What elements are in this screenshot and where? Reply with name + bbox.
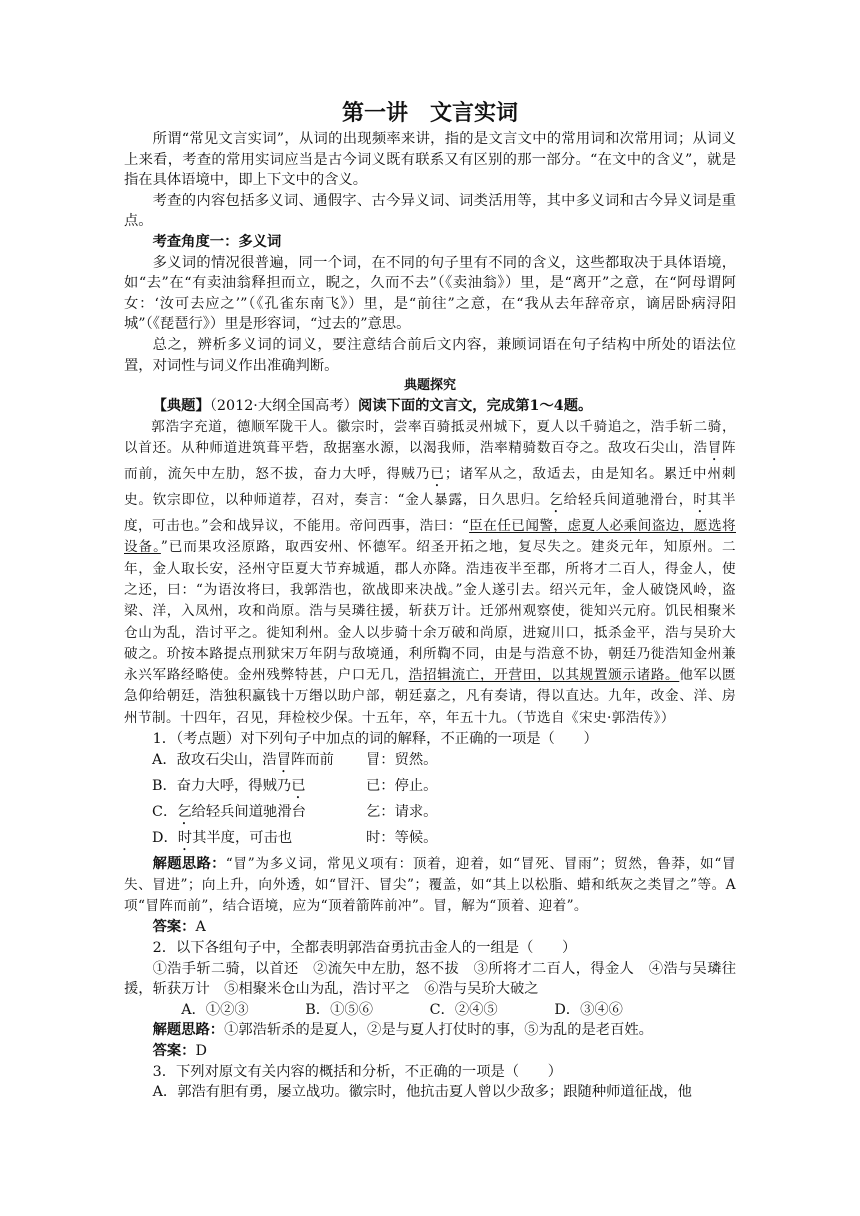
question-1-answer xyxy=(124,917,736,938)
question-2-items: ①浩手斩二骑，以首还 ②流矢中左肋，怒不拔 ③所将才二百人，得金人 ④浩与吴璘往援，斩获万计 ⑤相聚米仓山为乱，浩讨平之 ⑥浩与吴玠大破之 xyxy=(124,960,736,998)
answer-label: 答案： xyxy=(152,1043,196,1060)
question-1-analysis xyxy=(124,854,736,918)
option-gloss: 乞：请求。 xyxy=(366,803,438,820)
question-3-option-a: A．郭浩有胆有勇，屡立战功。徽宗时，他抗击夏人曾以少敌多；跟随种师道征战，他 xyxy=(152,1084,692,1101)
option-text: 其半度，可击也 xyxy=(192,829,293,846)
example-label: 【典题】 xyxy=(152,398,210,415)
choice-a: A．①②③ xyxy=(181,1001,249,1018)
passage-text: ；诸军从之，敌适去，由是知名。累迁中州刺史。钦宗即位，以种师道荐，召对，奏言：“金人暴露，日久思归。 xyxy=(124,466,737,509)
option-gloss: 已：停止。 xyxy=(366,777,438,794)
passage-text: 给轻兵间道驰滑台， xyxy=(563,492,694,509)
dotted-word: 冒 xyxy=(276,751,291,768)
option-text: C． xyxy=(152,803,178,820)
page-title: 第一讲 文言实词 xyxy=(341,101,518,126)
answer-value: D xyxy=(195,1043,207,1060)
section-heading: 考查角度一：多义词 xyxy=(152,233,282,250)
document-page xyxy=(124,100,736,1103)
intro-paragraph-1: 所谓“常见文言实词”，从词的出现频率来讲，指的是文言文中的常用词和次常用词；从词义上来看，考查的常用实词应当是古今词义既有联系又有区别的那一部分。“在文中的含义”，就是指在具体语境中，即上下文中的含义。 xyxy=(124,131,736,189)
analysis-text: ①郭浩斩杀的是夏人，②是与夏人打仗时的事，⑤为乱的是老百姓。 xyxy=(224,1022,653,1039)
choice-b: B．①⑤⑥ xyxy=(305,1001,373,1018)
example-heading: 典题探究 xyxy=(403,378,456,394)
question-3-stem: 3．下列对原文有关内容的概括和分析，不正确的一项是（ ） xyxy=(152,1063,562,1080)
choice-c: C．②④⑤ xyxy=(429,1001,498,1018)
question-1-option-b xyxy=(124,776,736,802)
dotted-word: 时 xyxy=(177,829,193,846)
analysis-label: 解题思路： xyxy=(152,855,226,872)
answer-value: A xyxy=(195,919,206,936)
question-2-answer xyxy=(124,1041,736,1062)
passage-text: 其半度，可击也。”会和战异议，不能用。帝问西事，浩曰：“ xyxy=(124,492,736,535)
option-text: B．奋力大呼，得贼乃 xyxy=(152,777,292,794)
question-1-option-a xyxy=(124,750,736,776)
example-source: （2012·大纲全国高考） xyxy=(209,398,358,415)
answer-label: 答案： xyxy=(152,919,196,936)
passage-text: 他军以匮急仰给朝廷，浩独积赢钱十万缗以助户部，朝廷嘉之，凡有奏请，得以直达。九年，改金、洋、房州节制。十四年，召见，拜检校少保。十五年，卒，年五十九。（节选自《宋史·郭浩传》） xyxy=(124,667,737,726)
option-gloss: 冒：贸然。 xyxy=(366,751,438,768)
example-instruction: 阅读下面的文言文，完成第1～4题。 xyxy=(357,398,593,415)
dotted-word: 乞 xyxy=(549,492,564,509)
dotted-word: 冒 xyxy=(707,440,722,457)
dotted-word: 乞 xyxy=(177,803,192,820)
question-1-stem: 1．（考点题）对下列句子中加点的词的解释，不正确的一项是（ ） xyxy=(152,730,598,747)
choice-d: D．③④⑥ xyxy=(554,1001,623,1018)
section-paragraph-2: 总之，辨析多义词的词义，要注意结合前后文内容，兼顾词语在句子结构中所处的语法位置，对词性与词义作出准确判断。 xyxy=(124,336,736,374)
option-text: 阵而前 xyxy=(291,751,334,768)
option-text: 给轻兵间道驰滑台 xyxy=(191,803,306,820)
question-1-option-d xyxy=(124,828,736,854)
option-gloss: 时：等候。 xyxy=(366,829,438,846)
underlined-sentence: 浩招辑流亡，开营田，以其规置颁示诸路。 xyxy=(408,667,680,684)
classical-passage xyxy=(124,417,736,729)
question-1-option-c xyxy=(124,802,736,828)
passage-text: 郭浩字充道，德顺军陇干人。徽宗时，尝率百骑抵灵州城下，夏人以千骑追之，浩手斩二骑，以首还。从种师道进筑葺平砦，敌据塞水源，以渴我师，浩率精骑数百夺之。敌攻石尖山，浩 xyxy=(124,418,736,457)
intro-paragraph-2: 考查的内容包括多义词、通假字、古今异义词、词类活用等，其中多义词和古今异义词是重点。 xyxy=(124,192,736,230)
question-2-choices xyxy=(124,1000,736,1021)
passage-text: 阵而前，流矢中左肋，怒不拔，奋力大呼，得贼乃 xyxy=(124,440,736,483)
dotted-word: 已 xyxy=(430,466,445,483)
analysis-text: “冒”为多义词，常见义项有：顶着，迎着，如“冒死、冒雨”；贸然，鲁莽，如“冒失、冒进”；向上升，向外透，如“冒汗、冒尖”；覆盖，如“其上以松脂、蜡和纸灰之类冒之”等。A项“冒阵而前”，结合语境，应为“顶着箭阵前冲”。冒，解为“顶着、迎着”。 xyxy=(124,855,737,915)
option-text: A．敌攻石尖山，浩 xyxy=(152,751,277,768)
passage-text: ”已而果攻泾原路，取西安州、怀德军。绍圣开拓之地，复尽失之。建炎元年，知原州。二年，金人取长安，泾州守臣夏大节弃城遁，郡人亦降。浩违夜半至郡，所将才二百人，得金人，使之还，曰：“为语汝将曰，我郭浩也，欲战即来决战。”金人遂引去。绍兴元年，金人破饶风岭，盗梁、洋，入凤州，攻和尚原。浩与吴璘往援，斩获万计。迁邠州观察使，徙知兴元府。饥民相聚米仓山为乱，浩讨平之。徙知利州。金人以步骑十余万破和尚原，进窥川口，抵杀金平，浩与吴玠大破之。玠按本路提点刑狱宋万年阴与敌境通，利所鞫不同，由是与浩意不协，朝廷乃徙浩知金州兼永兴军路经略使。金州残弊特甚，户口无几， xyxy=(124,539,736,684)
dotted-word: 时 xyxy=(693,492,708,509)
analysis-label: 解题思路： xyxy=(152,1022,225,1039)
dotted-word: 已 xyxy=(291,777,306,794)
option-text: D． xyxy=(152,829,178,846)
example-intro xyxy=(124,396,736,417)
question-2-stem: 2．以下各组句子中，全都表明郭浩奋勇抗击金人的一组是（ ） xyxy=(152,940,577,957)
question-2-analysis xyxy=(124,1020,736,1041)
underlined-sentence: 臣在任已闻警，虑夏人必乘间盗边，愿选将设备。 xyxy=(124,518,736,556)
section-paragraph-1: 多义词的情况很普遍，同一个词，在不同的句子里有不同的含义，这些都取决于具体语境，如“去”在“有卖油翁释担而立，睨之，久而不去”（《卖油翁》）里，是“离开”之意，在“阿母谓阿女：‘汝可去应之’”（《孔雀东南飞》）里，是“前往”之意，在“我从去年辞帝京，谪居卧病浔阳城”（《琵琶行》）里是形容词，“过去的”意思。 xyxy=(124,254,736,333)
